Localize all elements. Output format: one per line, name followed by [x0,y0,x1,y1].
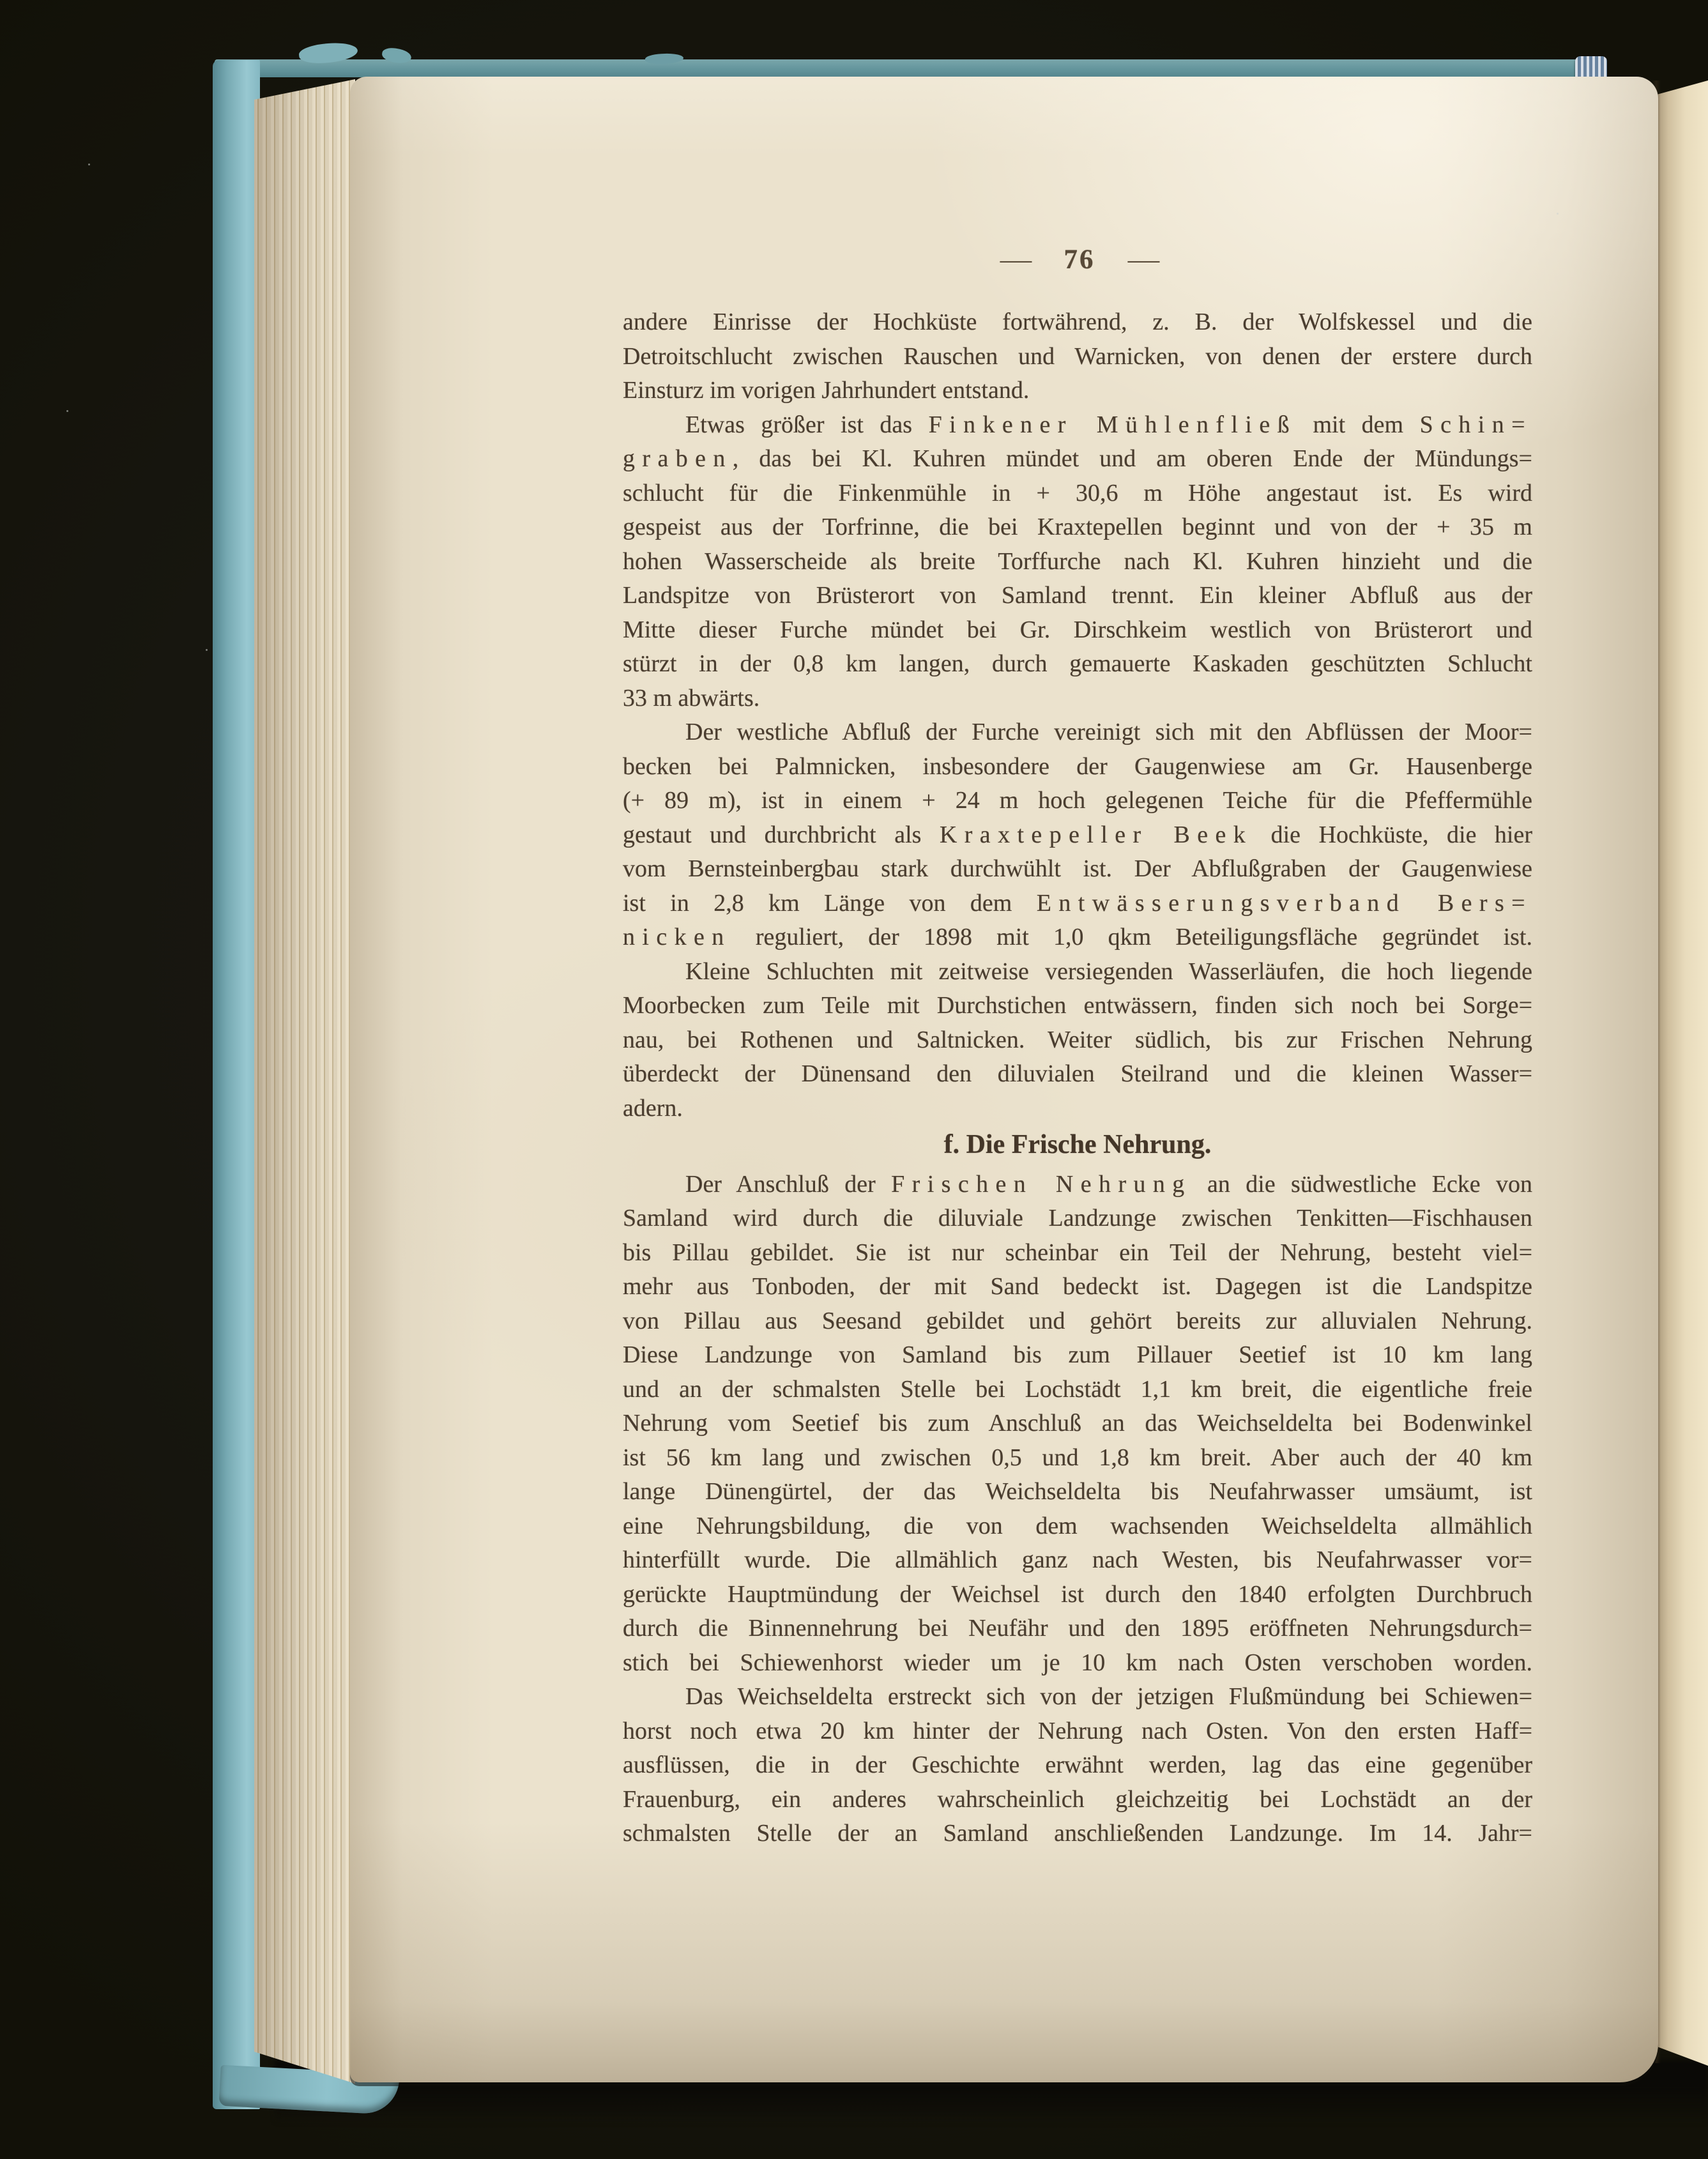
text-line [623,374,1532,408]
letterspaced-segment: Kraxtepeller Beek [939,821,1253,848]
letterspaced-segment: nicken [623,924,731,950]
text-line [623,750,1532,784]
text-segment: stich bei Schiewenhorst wieder um je 10 km nach Osten verschoben worden. [623,1649,1532,1676]
text-segment: Der westliche Abfluß der Furche vereinigt sich mit den Abflüssen der Moor= [685,719,1532,745]
text-line [623,1680,1532,1714]
text-line [623,784,1532,818]
text-line [623,1236,1532,1270]
text-segment: hinterfüllt wurde. Die allmählich ganz nach Westen, bis Neufahrwasser vor= [623,1546,1532,1573]
text-segment: und an der schmalsten Stelle bei Lochstädt 1,1 km breit, die eigentliche freie [623,1375,1532,1403]
text-line [623,340,1532,374]
text-segment: bis Pillau gebildet. Sie ist nur scheinbar ein Teil der Nehrung, besteht viel= [623,1239,1532,1266]
text-segment: vom Bernsteinbergbau stark durchwühlt ist. Der Abflußgraben der Gaugenwiese [623,855,1532,882]
text-line [623,305,1532,340]
letterspaced-segment: Schin= [1419,411,1532,438]
text-segment: lange Dünengürtel, der das Weichseldelta bis Neufahrwasser umsäumt, ist [623,1478,1532,1505]
text-line [623,1023,1532,1058]
text-segment: schlucht für die Finkenmühle in + 30,6 m Höhe angestaut ist. Es wird [623,479,1532,507]
text-line [623,1509,1532,1544]
text-segment: reguliert, der 1898 mit 1,0 qkm Beteiligungsfläche gegründet ist. [731,924,1532,950]
text-segment: Der Anschluß der [685,1170,892,1198]
text-segment: nau, bei Rothenen und Saltnicken. Weiter südlich, bis zur Frischen Nehrung [623,1026,1532,1053]
text-line [623,1202,1532,1236]
text-segment: 33 m abwärts. [623,684,760,712]
text-segment: gerückte Hauptmündung der Weichsel ist durch den 1840 erfolgten Durchbruch [623,1580,1532,1608]
text-line [623,920,1532,955]
text-line [623,1441,1532,1476]
text-line [623,1543,1532,1578]
text-line [623,1714,1532,1749]
text-line [623,647,1532,682]
text-segment: mehr aus Tonboden, der mit Sand bedeckt ist. Dagegen ist die Landspitze [623,1273,1532,1300]
text-line [623,1092,1532,1126]
text-line [623,682,1532,716]
text-segment: stürzt in der 0,8 km langen, durch gemauerte Kaskaden geschützten Schlucht [623,650,1532,677]
text-segment: Einsturz im vorigen Jahrhundert entstand. [623,377,1030,404]
dust-speck [66,410,68,412]
text-segment: an die südwestliche Ecke von [1191,1170,1532,1198]
text-line [623,1817,1532,1851]
text-segment: , das bei Kl. Kuhren mündet und am oberen Ende der Mündungs= [732,445,1532,472]
text-line [623,1612,1532,1646]
text-segment: mit dem [1297,411,1420,438]
letterspaced-segment: Entwässerungsverband Bers= [1036,889,1532,917]
text-line [623,613,1532,648]
text-segment: hohen Wasserscheide als breite Torffurche nach Kl. Kuhren hinzieht und die [623,547,1532,575]
text-segment: (+ 89 m), ist in einem + 24 m hoch gelegenen Teiche für die Pfeffermühle [623,787,1532,814]
text-segment: eine Nehrungsbildung, die von dem wachsenden Weichseldelta allmählich [623,1512,1532,1539]
text-line [623,715,1532,750]
text-line [623,1057,1532,1092]
header-dash-left: — [1000,245,1032,275]
text-line [623,1578,1532,1612]
dust-speck [1557,213,1559,215]
text-line [623,1783,1532,1817]
text-segment: die Hochküste, die hier [1253,821,1532,848]
text-segment: adern. [623,1094,683,1122]
text-line [623,1373,1532,1407]
facing-page-sliver [1657,80,1708,2066]
header-dash-right: — [1127,245,1159,275]
page-number: 76 [1064,245,1095,275]
letterspaced-segment: graben [623,445,733,472]
book-cover-top-edge [215,59,1605,77]
text-line [623,1748,1532,1783]
text-segment: gespeist aus der Torfrinne, die bei Kraxtepellen beginnt und von der + 35 m [623,514,1532,540]
text-segment: Frauenburg, ein anderes wahrscheinlich gleichzeitig bei Lochstädt an der [623,1785,1532,1813]
text-line [623,1168,1532,1202]
page-header [623,244,1536,275]
text-line [623,510,1532,545]
text-line [623,442,1532,477]
book-cover-spine [213,60,260,2109]
text-line [623,1338,1532,1373]
section-heading: f. Die Frische Nehrung. [943,1130,1212,1159]
text-segment: andere Einrisse der Hochküste fortwährend, z. B. der Wolfskessel und die [623,309,1532,335]
body-text [623,305,1532,1851]
text-line [623,408,1532,443]
text-segment: ist in 2,8 km Länge von dem [623,889,1037,917]
text-segment: Mitte dieser Furche mündet bei Gr. Dirschkeim westlich von Brüsterort und [623,616,1532,643]
text-segment: von Pillau aus Seesand gebildet und gehört bereits zur alluvialen Nehrung. [623,1307,1532,1334]
text-line [623,1270,1532,1304]
text-segment: gestaut und durchbricht als [623,821,940,848]
text-segment: Diese Landzunge von Samland bis zum Pillauer Seetief ist 10 km lang [623,1341,1532,1368]
text-segment: Etwas größer ist das [685,411,929,438]
text-segment: Detroitschlucht zwischen Rauschen und Warnicken, von denen der erstere durch [623,342,1532,370]
text-line [623,1407,1532,1441]
text-segment: überdeckt der Dünensand den diluvialen Steilrand und die kleinen Wasser= [623,1060,1532,1087]
text-line [623,852,1532,887]
text-segment: Nehrung vom Seetief bis zum Anschluß an das Weichseldelta bei Bodenwinkel [623,1410,1532,1437]
spine-headband [1575,56,1607,79]
text-line [623,989,1532,1023]
dust-speck [88,164,90,165]
text-segment: Landspitze von Brüsterort von Samland trennt. Ein kleiner Abfluß aus der [623,582,1532,609]
text-segment: Das Weichseldelta erstreckt sich von der jetzigen Flußmündung bei Schiewen= [685,1683,1532,1710]
text-segment: ausflüssen, die in der Geschichte erwähnt werden, lag das eine gegenüber [623,1751,1532,1778]
text-line [623,955,1532,989]
text-segment: becken bei Palmnicken, insbesondere der Gaugenwiese am Gr. Hausenberge [623,752,1532,780]
page-stack-left-edge [254,79,355,2087]
text-segment: Kleine Schluchten mit zeitweise versiegenden Wasserläufen, die hoch liegende [685,957,1532,985]
text-line [623,818,1532,853]
text-line [623,1475,1532,1509]
text-line [623,477,1532,511]
text-line [623,887,1532,921]
text-segment: durch die Binnennehrung bei Neufähr und den 1895 eröffneten Nehrungsdurch= [623,1615,1532,1642]
text-segment: Moorbecken zum Teile mit Durchstichen entwässern, finden sich noch bei Sorge= [623,992,1532,1019]
text-segment: schmalsten Stelle der an Samland anschließenden Landzunge. Im 14. Jahr= [623,1820,1532,1847]
dust-speck [206,649,208,651]
letterspaced-segment: Frischen Nehrung [891,1170,1192,1198]
text-line [623,579,1532,613]
text-line [623,545,1532,579]
text-line [623,1304,1532,1339]
letterspaced-segment: Finkener Mühlenfließ [928,411,1297,438]
text-line [623,1646,1532,1681]
text-segment: horst noch etwa 20 km hinter der Nehrung nach Osten. Von den ersten Haff= [623,1717,1532,1744]
text-segment: Samland wird durch die diluviale Landzunge zwischen Tenkitten—Fischhausen [623,1205,1532,1232]
text-segment: ist 56 km lang und zwischen 0,5 und 1,8 km breit. Aber auch der 40 km [623,1444,1532,1471]
